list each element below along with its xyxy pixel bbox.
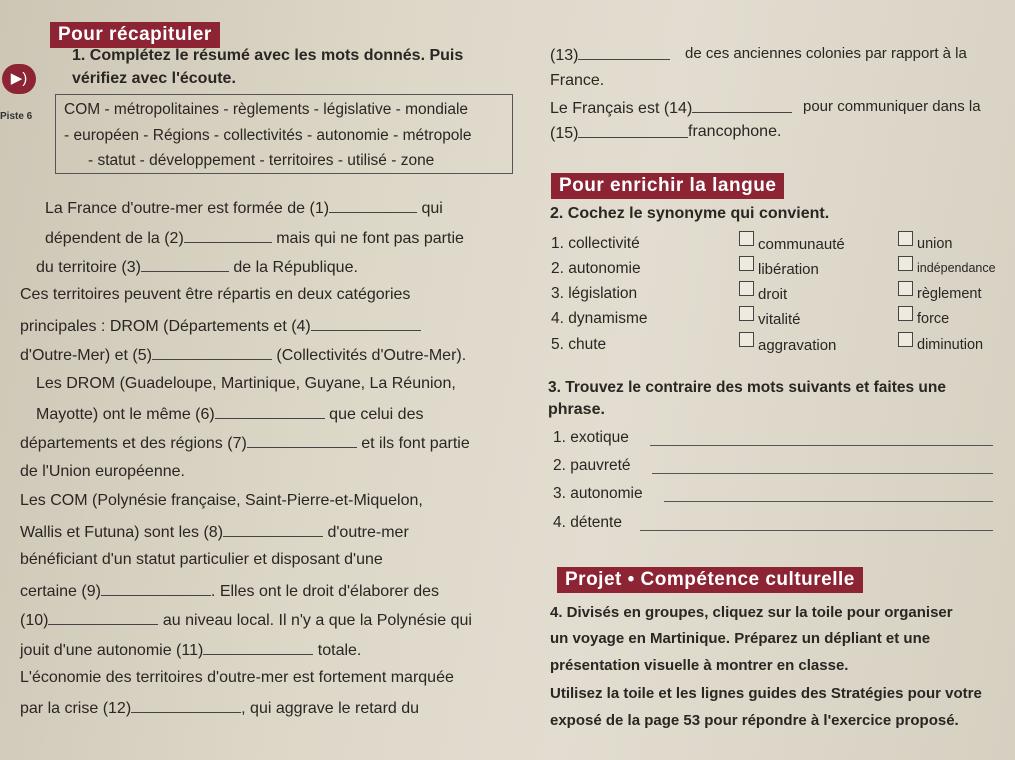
synonym-checkbox[interactable] [739,281,754,296]
synonym-option-a: aggravation [758,337,837,354]
synonym-word: 5. chute [551,336,607,353]
summary-line-text: qui [417,200,443,217]
summary-line-text: certaine (9) [20,583,101,600]
summary-line-text: de l'Union européenne. [20,463,185,480]
synonym-checkbox[interactable] [739,306,754,321]
synonym-checkbox[interactable] [898,256,913,271]
opposite-word: 1. exotique [553,429,629,446]
summary-line-text: du territoire (3) [36,259,141,276]
instruction-2: vérifiez avec l'écoute. [72,70,236,87]
summary-line [20,669,454,687]
summary-line [20,433,470,453]
summary-line-text: totale. [313,642,362,659]
question-3-line-2: phrase. [548,401,605,418]
synonym-word: 2. autonomie [551,260,641,277]
summary-line-text: et ils font partie [356,435,470,452]
summary-line-text: dépendent de la (2) [45,230,184,247]
blank-15-line [550,123,688,143]
synonym-word: 3. législation [551,285,638,302]
right-line-1b: de ces anciennes colonies par rapport à la [685,45,967,62]
synonym-checkbox[interactable] [739,231,754,246]
blank-13-line [550,45,670,65]
opposite-answer-line[interactable] [652,473,993,474]
summary-blank[interactable] [311,316,421,331]
projet-line-1: 4. Divisés en groupes, cliquez sur la toile pour organiser [550,604,953,621]
summary-line-text: de la République. [228,259,358,276]
summary-line-text: principales : DROM (Départements et (4) [20,318,311,335]
synonym-word: 4. dynamisme [551,310,648,327]
projet-line-3: présentation visuelle à montrer en classe. [550,657,849,674]
summary-blank[interactable] [48,610,158,625]
summary-blank[interactable] [223,522,323,537]
opposite-answer-line[interactable] [650,445,993,446]
summary-line-text: Ces territoires peuvent être répartis en deux catégories [20,286,411,303]
synonym-checkbox[interactable] [898,306,913,321]
summary-line [36,404,423,424]
synonym-checkbox[interactable] [739,332,754,347]
synonym-checkbox[interactable] [898,231,913,246]
summary-line-text: par la crise (12) [20,700,132,717]
summary-line-text: Les DROM (Guadeloupe, Martinique, Guyane, La Réunion, [36,375,456,392]
opposite-word: 3. autonomie [553,485,643,502]
summary-line [20,316,421,336]
summary-blank[interactable] [152,345,272,360]
speaker-icon[interactable]: ▶) [2,64,36,94]
summary-line [20,581,439,601]
word-bank-line-3: - statut - développement - territoires - utilisé - zone [88,152,435,169]
synonym-option-b: union [917,236,953,252]
opposite-word: 4. détente [553,514,622,531]
summary-line-text: Wallis et Futuna) sont les (8) [20,524,224,541]
question-2: 2. Cochez le synonyme qui convient. [550,205,830,222]
synonym-option-b: force [917,311,950,327]
synonym-option-b: diminution [917,337,984,353]
projet-line-5: exposé de la page 53 pour répondre à l'exercice proposé. [550,712,959,729]
right-line-3b: pour communiquer dans la [803,98,981,115]
synonym-checkbox[interactable] [739,256,754,271]
word-bank-line-2: - européen - Régions - collectivités - autonomie - métropole [64,127,472,144]
summary-line [20,698,419,718]
section-header-enrichir: Pour enrichir la langue [551,173,784,199]
summary-blank[interactable] [215,404,325,419]
summary-blank[interactable] [141,257,229,272]
summary-line-text: départements et des régions (7) [20,435,247,452]
summary-line [36,375,456,393]
instruction-1: 1. Complétez le résumé avec les mots donnés. Puis [72,47,464,64]
summary-line-text: . Elles ont le droit d'élaborer des [210,583,439,600]
summary-line-text: d'Outre-Mer) et (5) [20,347,152,364]
summary-line-text: bénéficiant d'un statut particulier et disposant d'une [20,551,383,568]
summary-line-text: (Collectivités d'Outre-Mer). [271,347,467,364]
synonym-option-a: vitalité [758,311,801,328]
blank-13-label: (13) [550,47,579,64]
summary-blank[interactable] [247,433,357,448]
blank-14-label: Le Français est (14) [550,100,693,117]
piste-label: Piste 6 [0,111,33,122]
summary-line [20,551,383,569]
summary-line [20,522,409,542]
blank-13[interactable] [578,45,670,60]
synonym-option-a: communauté [758,236,845,253]
summary-line-text: , qui aggrave le retard du [241,700,420,717]
synonym-option-a: droit [758,286,788,303]
opposite-answer-line[interactable] [664,501,993,502]
summary-line-text: La France d'outre-mer est formée de (1) [45,200,330,217]
summary-blank[interactable] [101,581,211,596]
synonym-checkbox[interactable] [898,281,913,296]
summary-blank[interactable] [184,228,272,243]
summary-blank[interactable] [203,640,313,655]
summary-blank[interactable] [329,198,417,213]
summary-blank[interactable] [131,698,241,713]
summary-line [36,257,358,277]
synonym-option-b: indépendance [917,261,996,275]
blank-14[interactable] [692,98,792,113]
question-3-line-1: 3. Trouvez le contraire des mots suivants et faites une [548,379,946,396]
summary-line-text: d'outre-mer [323,524,409,541]
summary-line-text: jouit d'une autonomie (11) [20,642,204,659]
summary-line [45,198,443,218]
summary-line-text: (10) [20,612,49,629]
word-bank-line-1: COM - métropolitaines - règlements - législative - mondiale [64,101,469,118]
blank-15-label: (15) [550,125,579,142]
projet-line-4: Utilisez la toile et les lignes guides des Stratégies pour votre [550,685,982,702]
synonym-checkbox[interactable] [898,332,913,347]
summary-line [20,610,472,630]
synonym-option-a: libération [758,261,819,278]
blank-15[interactable] [578,123,688,138]
opposite-answer-line[interactable] [640,530,993,531]
right-line-4b: francophone. [688,123,782,140]
summary-line [45,228,464,248]
section-header-recap: Pour récapituler [50,22,220,48]
opposite-word: 2. pauvreté [553,457,631,474]
summary-line-text: Mayotte) ont le même (6) [36,406,215,423]
summary-line-text: Les COM (Polynésie française, Saint-Pierre-et-Miquelon, [20,492,423,509]
summary-line-text: que celui des [324,406,424,423]
summary-line-text: L'économie des territoires d'outre-mer est fortement marquée [20,669,454,686]
summary-line [20,286,410,304]
section-header-projet: Projet • Compétence culturelle [557,567,863,593]
summary-line [20,492,423,510]
summary-line [20,640,361,660]
synonym-word: 1. collectivité [551,235,640,252]
projet-line-2: un voyage en Martinique. Préparez un dépliant et une [550,630,931,647]
synonym-option-b: règlement [917,286,982,302]
summary-line-text: au niveau local. Il n'y a que la Polynésie qui [158,612,472,629]
summary-line-text: mais qui ne font pas partie [271,230,464,247]
summary-line [20,345,466,365]
blank-14-line [550,98,792,118]
summary-line [20,463,185,481]
right-line-2: France. [550,72,605,89]
